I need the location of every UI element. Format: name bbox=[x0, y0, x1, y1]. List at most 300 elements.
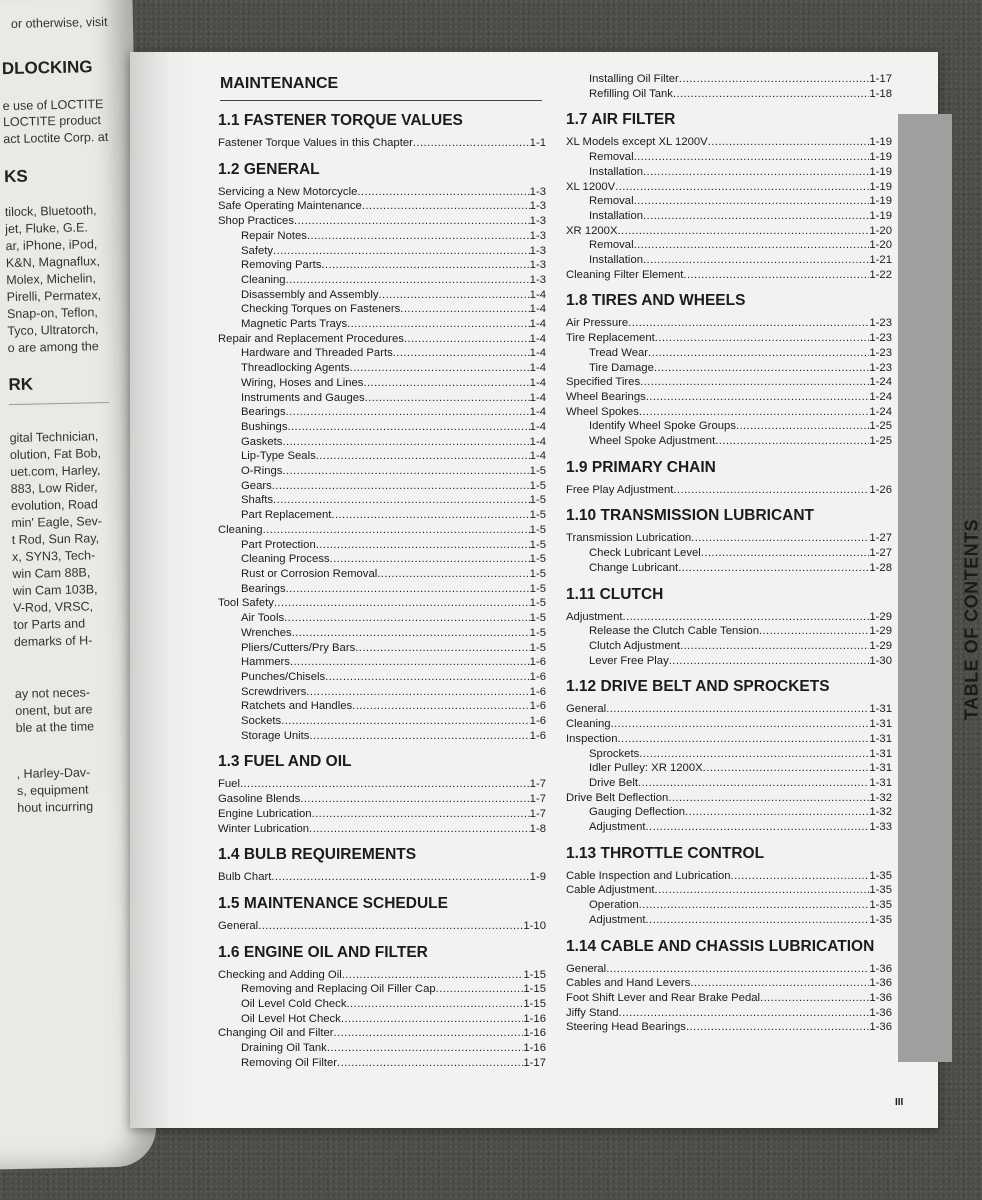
toc-page-ref: 1-6 bbox=[529, 670, 546, 683]
toc-entry[interactable] bbox=[566, 180, 892, 195]
dot-leader bbox=[325, 670, 530, 685]
toc-page-ref: 1-5 bbox=[529, 582, 546, 595]
toc-section-heading[interactable]: 1.13 THROTTLE CONTROL bbox=[566, 844, 765, 862]
toc-page-ref: 1-31 bbox=[869, 718, 892, 731]
dot-leader bbox=[377, 567, 529, 582]
dot-leader bbox=[691, 531, 869, 546]
toc-section-heading[interactable]: 1.5 MAINTENANCE SCHEDULE bbox=[218, 894, 448, 912]
left-page-line: o are among the bbox=[7, 339, 99, 356]
toc-entry[interactable] bbox=[566, 962, 892, 977]
toc-subentry[interactable] bbox=[566, 194, 892, 209]
dot-leader bbox=[286, 273, 530, 288]
toc-entry[interactable] bbox=[566, 375, 892, 390]
toc-subentry[interactable] bbox=[566, 87, 892, 102]
toc-entry-title: Oil Level Cold Check bbox=[241, 998, 347, 1011]
toc-page-ref: 1-35 bbox=[869, 899, 892, 912]
toc-section-heading[interactable]: 1.4 BULB REQUIREMENTS bbox=[218, 846, 417, 864]
toc-column-left bbox=[218, 112, 546, 1071]
toc-subentry[interactable] bbox=[218, 1012, 546, 1027]
toc-subentry[interactable] bbox=[218, 538, 546, 553]
toc-entry-title: Engine Lubrication bbox=[218, 807, 312, 820]
toc-entry[interactable] bbox=[218, 807, 546, 822]
toc-entry-title: Threadlocking Agents bbox=[241, 362, 350, 375]
toc-subentry[interactable] bbox=[566, 346, 892, 361]
dot-leader bbox=[273, 244, 530, 259]
toc-page-ref: 1-7 bbox=[529, 778, 546, 791]
toc-subentry[interactable] bbox=[566, 419, 892, 434]
left-page-line: V-Rod, VRSC, bbox=[13, 599, 94, 616]
dot-leader bbox=[646, 913, 870, 928]
left-page-line: hout incurring bbox=[17, 799, 94, 815]
left-page-line: K&N, Magnaflux, bbox=[5, 254, 100, 271]
toc-page-ref: 1-9 bbox=[529, 871, 546, 884]
toc-subentry[interactable] bbox=[566, 361, 892, 376]
toc-subentry[interactable] bbox=[218, 699, 546, 714]
toc-entry-title: Repair and Replacement Procedures bbox=[218, 332, 404, 345]
toc-page-ref: 1-5 bbox=[529, 553, 546, 566]
chapter-heading: MAINTENANCE bbox=[220, 75, 339, 92]
toc-entry-title: Shop Practices bbox=[218, 215, 294, 228]
left-page-rule bbox=[9, 402, 109, 405]
toc-subentry[interactable] bbox=[218, 582, 546, 597]
dot-leader bbox=[634, 150, 870, 165]
toc-entry-title: Adjustment bbox=[566, 610, 623, 623]
toc-entry[interactable] bbox=[218, 199, 546, 214]
dot-leader bbox=[240, 777, 530, 792]
toc-subentry[interactable] bbox=[218, 1041, 546, 1056]
toc-entry-title: Checking Torques on Fasteners bbox=[241, 303, 401, 316]
toc-subentry[interactable] bbox=[218, 997, 546, 1012]
toc-subentry[interactable] bbox=[218, 258, 546, 273]
toc-entry-title: Jiffy Stand bbox=[566, 1006, 619, 1019]
toc-entry-title: Part Protection bbox=[241, 538, 316, 551]
toc-page-ref: 1-3 bbox=[529, 273, 546, 286]
toc-entry[interactable] bbox=[566, 991, 892, 1006]
toc-subentry[interactable] bbox=[218, 670, 546, 685]
toc-section-heading[interactable]: 1.14 CABLE AND CHASSIS LUBRICATION bbox=[566, 937, 875, 955]
toc-subentry[interactable] bbox=[566, 546, 892, 561]
dot-leader bbox=[731, 869, 870, 884]
dot-leader bbox=[355, 641, 529, 656]
toc-subentry[interactable] bbox=[218, 464, 546, 479]
toc-subentry[interactable] bbox=[566, 913, 892, 928]
toc-page-ref: 1-4 bbox=[529, 332, 546, 345]
toc-subentry[interactable] bbox=[566, 820, 892, 835]
toc-entry-title: Cleaning bbox=[218, 523, 263, 536]
toc-entry-title: Pliers/Cutters/Pry Bars bbox=[241, 641, 356, 654]
toc-subentry[interactable] bbox=[566, 747, 892, 762]
toc-subentry[interactable] bbox=[218, 479, 546, 494]
toc-section-heading[interactable]: 1.6 ENGINE OIL AND FILTER bbox=[218, 943, 428, 961]
toc-entry-title: Operation bbox=[589, 899, 639, 912]
toc-entry-title: Identify Wheel Spoke Groups bbox=[589, 420, 736, 433]
toc-entry[interactable] bbox=[566, 331, 892, 346]
toc-page-ref: 1-5 bbox=[529, 479, 546, 492]
toc-subentry[interactable] bbox=[218, 376, 546, 391]
dot-leader bbox=[263, 523, 530, 538]
heading-rule bbox=[220, 100, 542, 101]
toc-section-heading[interactable]: 1.10 TRANSMISSION LUBRICANT bbox=[566, 507, 815, 525]
dot-leader bbox=[646, 820, 870, 835]
toc-page bbox=[130, 52, 982, 1128]
left-page-line: ay not neces- bbox=[14, 685, 91, 702]
toc-subentry[interactable] bbox=[218, 273, 546, 288]
toc-subentry[interactable] bbox=[218, 714, 546, 729]
toc-section-heading[interactable]: 1.7 AIR FILTER bbox=[566, 111, 676, 129]
toc-entry[interactable] bbox=[218, 596, 546, 611]
toc-page-ref: 1-4 bbox=[529, 450, 546, 463]
dot-leader bbox=[334, 1026, 524, 1041]
page-number: III bbox=[895, 1097, 904, 1108]
left-page-line: act Loctite Corp. at bbox=[3, 129, 109, 147]
toc-entry[interactable] bbox=[218, 919, 546, 934]
toc-entry-title: Specified Tires bbox=[566, 376, 641, 389]
toc-page-ref: 1-3 bbox=[529, 259, 546, 272]
toc-page-ref: 1-24 bbox=[869, 405, 892, 418]
side-tab-label: TABLE OF CONTENTS bbox=[961, 518, 982, 721]
toc-entry[interactable] bbox=[566, 702, 892, 717]
dot-leader bbox=[330, 552, 530, 567]
left-page-line: ble at the time bbox=[15, 719, 95, 735]
toc-subentry[interactable] bbox=[566, 624, 892, 639]
dot-leader bbox=[281, 714, 529, 729]
dot-leader bbox=[379, 288, 530, 303]
toc-page-ref: 1-3 bbox=[529, 244, 546, 257]
toc-column-right bbox=[566, 72, 892, 1035]
dot-leader bbox=[686, 1020, 869, 1035]
dot-leader bbox=[708, 135, 870, 150]
toc-entry[interactable] bbox=[566, 717, 892, 732]
dot-leader bbox=[606, 702, 869, 717]
toc-side-tab[interactable] bbox=[898, 114, 982, 1062]
dot-leader bbox=[655, 331, 870, 346]
toc-page-ref: 1-36 bbox=[869, 991, 892, 1004]
toc-subentry[interactable] bbox=[218, 317, 546, 332]
toc-entry-title: Removing Parts bbox=[241, 259, 322, 272]
toc-subentry[interactable] bbox=[566, 898, 892, 913]
toc-entry[interactable] bbox=[218, 214, 546, 229]
toc-page-ref: 1-19 bbox=[869, 136, 892, 149]
dot-leader bbox=[759, 624, 869, 639]
toc-subentry[interactable] bbox=[218, 685, 546, 700]
toc-page-ref: 1-28 bbox=[869, 561, 892, 574]
toc-page-ref: 1-31 bbox=[869, 776, 892, 789]
left-page-heading: DLOCKING bbox=[1, 57, 93, 79]
toc-page-ref: 1-5 bbox=[529, 626, 546, 639]
toc-entry-title: Removal bbox=[589, 239, 634, 252]
toc-subentry[interactable] bbox=[566, 761, 892, 776]
toc-page-ref: 1-5 bbox=[529, 494, 546, 507]
toc-subentry[interactable] bbox=[566, 253, 892, 268]
toc-page-ref: 1-10 bbox=[523, 919, 546, 932]
left-page-line: tilock, Bluetooth, bbox=[4, 203, 97, 220]
dot-leader bbox=[352, 699, 530, 714]
dot-leader bbox=[673, 483, 869, 498]
dot-leader bbox=[362, 199, 530, 214]
dot-leader bbox=[271, 870, 529, 885]
dot-leader bbox=[342, 968, 524, 983]
toc-page-ref: 1-36 bbox=[869, 1021, 892, 1034]
toc-subentry[interactable] bbox=[566, 434, 892, 449]
toc-entry-title: Cleaning bbox=[241, 273, 286, 286]
toc-subentry[interactable] bbox=[218, 641, 546, 656]
toc-subentry[interactable] bbox=[566, 150, 892, 165]
dot-leader bbox=[639, 405, 870, 420]
toc-entry[interactable] bbox=[566, 883, 892, 898]
left-page-line: min' Eagle, Sev- bbox=[11, 514, 103, 531]
toc-section-heading[interactable]: 1.1 FASTENER TORQUE VALUES bbox=[218, 112, 463, 129]
toc-entry-title: Installation bbox=[589, 209, 644, 222]
toc-entry[interactable] bbox=[566, 224, 892, 239]
left-page-line: win Cam 88B, bbox=[12, 565, 91, 582]
dot-leader bbox=[286, 582, 530, 597]
toc-subentry[interactable] bbox=[218, 611, 546, 626]
toc-page-ref: 1-1 bbox=[529, 137, 546, 149]
toc-page-ref: 1-31 bbox=[869, 732, 892, 745]
toc-entry[interactable] bbox=[566, 1006, 892, 1021]
toc-page-ref: 1-18 bbox=[869, 87, 892, 100]
toc-entry-title: Removing Oil Filter bbox=[241, 1056, 338, 1069]
toc-entry[interactable] bbox=[566, 791, 892, 806]
left-page-line: 883, Low Rider, bbox=[10, 480, 98, 497]
dot-leader bbox=[365, 391, 530, 406]
dot-leader bbox=[643, 209, 869, 224]
toc-entry-title: Installation bbox=[589, 254, 644, 267]
toc-subentry[interactable] bbox=[218, 361, 546, 376]
toc-entry-title: Clutch Adjustment bbox=[589, 639, 681, 652]
toc-section-heading[interactable]: 1.11 CLUTCH bbox=[566, 585, 664, 603]
dot-leader bbox=[615, 180, 869, 195]
toc-entry-title: Adjustment bbox=[589, 821, 646, 834]
left-page-line: Snap-on, Teflon, bbox=[6, 305, 98, 322]
toc-entry-title: Draining Oil Tank bbox=[241, 1042, 327, 1055]
toc-entry[interactable] bbox=[566, 531, 892, 546]
toc-section-heading[interactable]: 1.8 TIRES AND WHEELS bbox=[566, 292, 746, 310]
toc-section-heading[interactable]: 1.9 PRIMARY CHAIN bbox=[566, 458, 716, 476]
toc-page-ref: 1-24 bbox=[869, 390, 892, 403]
dot-leader bbox=[331, 508, 529, 523]
toc-page-ref: 1-23 bbox=[869, 361, 892, 374]
toc-entry-title: Storage Units bbox=[241, 729, 310, 742]
toc-entry-title: Cleaning Filter Element bbox=[566, 268, 684, 281]
toc-subentry[interactable] bbox=[218, 729, 546, 744]
toc-entry-title: Check Lubricant Level bbox=[589, 547, 701, 560]
toc-entry-title: Inspection bbox=[566, 732, 618, 745]
dot-leader bbox=[618, 224, 870, 239]
toc-entry[interactable] bbox=[218, 523, 546, 538]
toc-entry-title: Disassembly and Assembly bbox=[241, 288, 379, 301]
dot-leader bbox=[309, 729, 529, 744]
toc-entry[interactable] bbox=[218, 968, 546, 983]
toc-subentry[interactable] bbox=[566, 776, 892, 791]
toc-page-ref: 1-4 bbox=[529, 376, 546, 389]
toc-subentry[interactable] bbox=[218, 391, 546, 406]
dot-leader bbox=[341, 1012, 524, 1027]
toc-entry[interactable] bbox=[218, 870, 546, 885]
toc-page-ref: 1-36 bbox=[869, 977, 892, 990]
toc-entry-title: Lip-Type Seals bbox=[241, 450, 316, 463]
dot-leader bbox=[760, 991, 869, 1006]
toc-subentry[interactable] bbox=[218, 982, 546, 997]
toc-page-ref: 1-3 bbox=[529, 229, 546, 242]
toc-page-ref: 1-3 bbox=[529, 215, 546, 228]
toc-page-ref: 1-6 bbox=[529, 729, 546, 742]
dot-leader bbox=[679, 72, 870, 87]
left-page-line: t Rod, Sun Ray, bbox=[11, 531, 100, 548]
toc-entry-title: Bulb Chart bbox=[218, 871, 272, 884]
toc-entry-title: Sockets bbox=[241, 715, 282, 728]
dot-leader bbox=[690, 976, 869, 991]
toc-section-heading[interactable]: 1.2 GENERAL bbox=[218, 160, 320, 178]
toc-entry[interactable] bbox=[566, 316, 892, 331]
toc-page-ref: 1-24 bbox=[869, 376, 892, 389]
toc-section-heading[interactable]: 1.12 DRIVE BELT AND SPROCKETS bbox=[566, 678, 830, 696]
toc-entry-title: Magnetic Parts Trays bbox=[241, 318, 348, 331]
dot-leader bbox=[316, 449, 530, 464]
toc-subentry[interactable] bbox=[218, 288, 546, 303]
toc-subentry[interactable] bbox=[566, 654, 892, 669]
toc-entry[interactable] bbox=[566, 976, 892, 991]
toc-entry-title: Removal bbox=[589, 151, 634, 164]
toc-page-ref: 1-8 bbox=[529, 822, 546, 835]
toc-entry[interactable] bbox=[566, 268, 892, 283]
dot-leader bbox=[286, 405, 530, 420]
dot-leader bbox=[413, 136, 530, 151]
toc-entry[interactable] bbox=[566, 390, 892, 405]
toc-entry-title: Wheel Spoke Adjustment bbox=[589, 435, 716, 448]
toc-entry[interactable] bbox=[566, 135, 892, 150]
toc-entry-title: Cleaning Process bbox=[241, 553, 330, 566]
toc-entry[interactable] bbox=[218, 777, 546, 792]
toc-subentry[interactable] bbox=[218, 1056, 546, 1071]
toc-subentry[interactable] bbox=[218, 449, 546, 464]
left-page-line: s, equipment bbox=[16, 782, 89, 798]
toc-subentry[interactable] bbox=[566, 209, 892, 224]
toc-page-ref: 1-25 bbox=[869, 420, 892, 433]
toc-entry-title: Drive Belt Deflection bbox=[566, 791, 669, 804]
toc-subentry[interactable] bbox=[566, 639, 892, 654]
toc-page-ref: 1-23 bbox=[869, 332, 892, 345]
toc-subentry[interactable] bbox=[218, 493, 546, 508]
dot-leader bbox=[715, 434, 869, 449]
toc-entry[interactable] bbox=[566, 732, 892, 747]
toc-entry[interactable] bbox=[218, 185, 546, 200]
toc-entry[interactable] bbox=[566, 405, 892, 420]
left-page-heading: KS bbox=[3, 166, 28, 187]
toc-subentry[interactable] bbox=[566, 238, 892, 253]
left-page-line: demarks of H- bbox=[13, 633, 93, 650]
toc-page-ref: 1-29 bbox=[869, 610, 892, 623]
toc-page-ref: 1-22 bbox=[869, 268, 892, 281]
toc-page-ref: 1-5 bbox=[529, 465, 546, 478]
toc-entry-title: XL Models except XL 1200V bbox=[566, 136, 708, 149]
toc-page-ref: 1-5 bbox=[529, 567, 546, 580]
toc-entry[interactable] bbox=[218, 136, 546, 151]
toc-entry-title: Rust or Corrosion Removal bbox=[241, 567, 378, 580]
toc-page-ref: 1-35 bbox=[869, 869, 892, 882]
toc-section-heading[interactable]: 1.3 FUEL AND OIL bbox=[218, 753, 352, 771]
toc-entry-title: Tool Safety bbox=[218, 597, 274, 610]
toc-subentry[interactable] bbox=[566, 561, 892, 576]
toc-entry-title: Ratchets and Handles bbox=[241, 700, 353, 713]
toc-entry-title: Hammers bbox=[241, 656, 290, 669]
toc-entry[interactable] bbox=[218, 1026, 546, 1041]
toc-entry-title: Free Play Adjustment bbox=[566, 483, 674, 496]
dot-leader bbox=[634, 194, 870, 209]
toc-subentry[interactable] bbox=[566, 805, 892, 820]
dot-leader bbox=[309, 822, 530, 837]
toc-entry[interactable] bbox=[218, 792, 546, 807]
toc-page-ref: 1-19 bbox=[869, 180, 892, 193]
left-page-line: Tyco, Ultratorch, bbox=[7, 322, 99, 339]
dot-leader bbox=[346, 997, 523, 1012]
toc-subentry[interactable] bbox=[218, 405, 546, 420]
toc-subentry[interactable] bbox=[218, 346, 546, 361]
dot-leader bbox=[619, 1006, 870, 1021]
toc-entry[interactable] bbox=[566, 610, 892, 625]
toc-subentry[interactable] bbox=[218, 567, 546, 582]
dot-leader bbox=[284, 611, 530, 626]
toc-page-ref: 1-23 bbox=[869, 346, 892, 359]
toc-subentry[interactable] bbox=[218, 508, 546, 523]
toc-entry[interactable] bbox=[218, 822, 546, 837]
dot-leader bbox=[638, 776, 869, 791]
toc-page-ref: 1-33 bbox=[869, 821, 892, 834]
toc-subentry[interactable] bbox=[566, 72, 892, 87]
dot-leader bbox=[393, 346, 530, 361]
dot-leader bbox=[274, 596, 530, 611]
toc-page-ref: 1-36 bbox=[869, 962, 892, 975]
dot-leader bbox=[292, 626, 530, 641]
toc-page-ref: 1-31 bbox=[869, 747, 892, 760]
toc-page-ref: 1-4 bbox=[529, 288, 546, 301]
toc-page-ref: 1-35 bbox=[869, 913, 892, 926]
dot-leader bbox=[307, 229, 530, 244]
dot-leader bbox=[655, 883, 870, 898]
toc-entry-title: Checking and Adding Oil bbox=[218, 968, 342, 981]
toc-page-ref: 1-16 bbox=[523, 1027, 546, 1040]
dot-leader bbox=[400, 302, 529, 317]
toc-subentry[interactable] bbox=[218, 552, 546, 567]
toc-entry-title: Air Pressure bbox=[566, 317, 629, 330]
toc-subentry[interactable] bbox=[218, 244, 546, 259]
toc-entry[interactable] bbox=[218, 332, 546, 347]
dot-leader bbox=[643, 165, 869, 180]
toc-entry-title: Transmission Lubrication bbox=[566, 532, 692, 545]
toc-subentry[interactable] bbox=[218, 435, 546, 450]
toc-subentry[interactable] bbox=[566, 165, 892, 180]
toc-entry[interactable] bbox=[566, 1020, 892, 1035]
toc-subentry[interactable] bbox=[218, 229, 546, 244]
left-page-line: evolution, Road bbox=[10, 497, 99, 514]
toc-entry-title: XR 1200X bbox=[566, 224, 618, 237]
dot-leader bbox=[678, 561, 869, 576]
toc-subentry[interactable] bbox=[218, 302, 546, 317]
toc-entry-title: Refilling Oil Tank bbox=[589, 87, 673, 100]
toc-subentry[interactable] bbox=[218, 655, 546, 670]
toc-subentry[interactable] bbox=[218, 420, 546, 435]
toc-entry[interactable] bbox=[566, 869, 892, 884]
left-page-heading: RK bbox=[8, 374, 34, 395]
toc-page-ref: 1-31 bbox=[869, 762, 892, 775]
dot-leader bbox=[258, 919, 523, 934]
dot-leader bbox=[290, 655, 530, 670]
dot-leader bbox=[634, 238, 870, 253]
dot-leader bbox=[639, 898, 870, 913]
toc-subentry[interactable] bbox=[218, 626, 546, 641]
toc-entry[interactable] bbox=[566, 483, 892, 498]
left-page-line: win Cam 103B, bbox=[12, 582, 98, 599]
